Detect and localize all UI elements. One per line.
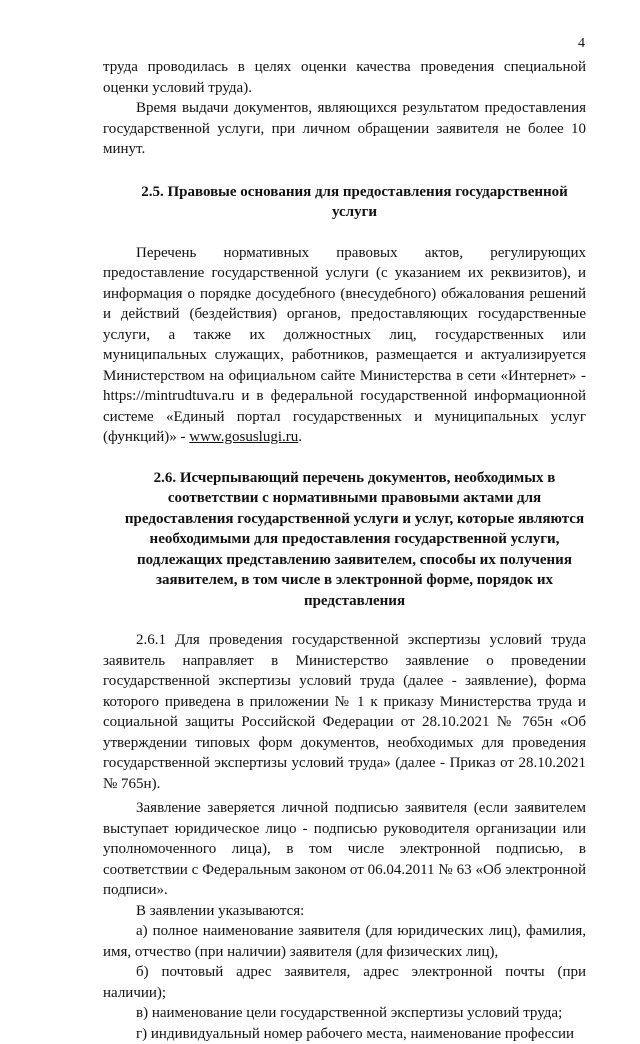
paragraph-signature: Заявление заверяется личной подписью заявителя (если заявителем выступает юридическое лицо - подписью руководителя организации или уполномоченного лица), в том числе электронной подписью, в соответствии с Федеральным законом от 06.04.2011 № 63 «Об электронной подписи». (103, 798, 586, 901)
list-item-d: г) индивидуальный номер рабочего места, наименование профессии (103, 1024, 586, 1044)
list-item-b: б) почтовый адрес заявителя, адрес электронной почты (при наличии); (103, 962, 586, 1003)
page-number: 4 (578, 36, 585, 52)
document-content (103, 57, 586, 1044)
paragraph-continuation: труда проводилась в целях оценки качества проведения специальной оценки условий труда). (103, 57, 586, 98)
list-item-c: в) наименование цели государственной экспертизы условий труда; (103, 1003, 586, 1024)
section-2-6-heading: 2.6. Исчерпывающий перечень документов, необходимых в соответствии с нормативными правовыми актами для предоставления государственной услуги и услуг, которые являются необходимыми для предоставления государственной услуги, подлежащих представлению заявителем, способы их получения заявителем, в том числе в электронной форме, порядок их представления (103, 468, 586, 612)
section-2-5-end: . (298, 429, 302, 445)
paragraph-2-6-1: 2.6.1 Для проведения государственной экспертизы условий труда заявитель направляет в Министерство заявление о проведении государственной экспертизы условий труда (далее - заявление), форма которого приведена в приложении № 1 к приказу Министерства труда и социальной защиты Российской Федерации от 28.10.2021 № 765н «Об утверждении типовых форм документов, необходимых для проведения государственной экспертизы условий труда» (далее - Приказ от 28.10.2021 № 765н). (103, 630, 586, 794)
gosuslugi-link[interactable]: www.gosuslugi.ru (189, 429, 298, 445)
section-2-5-heading: 2.5. Правовые основания для предоставления государственной услуги (103, 182, 586, 223)
list-item-a: а) полное наименование заявителя (для юридических лиц), фамилия, имя, отчество (при наличии) заявителя (для физических лиц), (103, 921, 586, 962)
section-2-5-body (103, 243, 586, 448)
paragraph-list-intro: В заявлении указываются: (103, 901, 586, 922)
paragraph-issue-time: Время выдачи документов, являющихся результатом предоставления государственной услуги, при личном обращении заявителя не более 10 минут. (103, 98, 586, 160)
section-2-5-text: Перечень нормативных правовых актов, регулирующих предоставление государственной услуги (с указанием их реквизитов), и информация о порядке досудебного (внесудебного) обжалования решений и действий (бездействия) органов, предоставляющих государственные услуги, а также их должностных лиц, государственных или муниципальных служащих, работников, размещается и актуализируется Министерством на официальном сайте Министерства в сети «Интернет» - https://mintrudtuva.ru и в федеральной государственной информационной системе «Единый портал государственных и муниципальных услуг (функций)» - (103, 245, 586, 446)
